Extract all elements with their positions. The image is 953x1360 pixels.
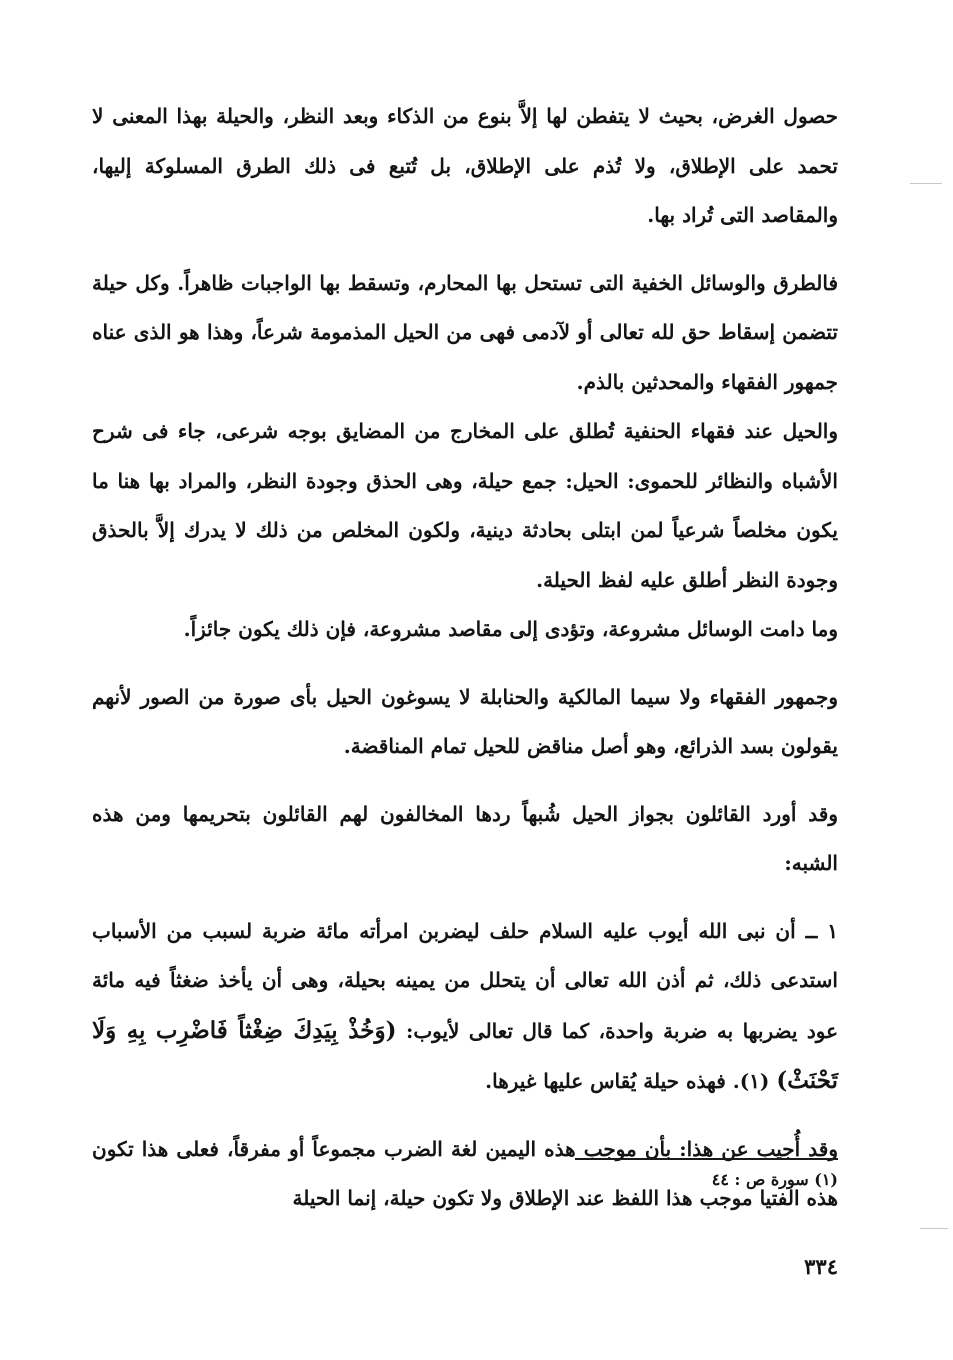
paragraph-objections-intro: وقد أورد القائلون بجواز الحيل شُبهاً ردها المخالفون لهم القائلون بتحريمها ومن هذه الشبه: — [92, 801, 838, 875]
ayyub-text: ١ ــ أن نبى الله أيوب عليه السلام حلف ليضربن امرأته مائة ضربة لسبب من الأسباب استدعى ذلك، ثم أذن الله تعالى أن يتحلل من يمينه بحيلة، وهى أن يأخذ ضغثاً فيه مائة عود يضربها به ضربة واحدة، كما قال تعالى لأيوب: — [92, 918, 839, 1043]
footnote: (١) سورة ص : ٤٤ — [711, 1170, 838, 1189]
scan-edge-mark — [920, 1228, 948, 1229]
paragraph-blameworthy-hiyal: فالطرق والوسائل الخفية التى تستحل بها المحارم، وتسقط بها الواجبات ظاهراً. وكل حيلة تتضمن إسقاط حق لله تعالى أو لآدمى فهى من الحيل المذمومة شرعاً، وهذا هو الذى عناه جمهور الفقهاء والمحدثين بالذم. — [92, 270, 838, 394]
paragraph-majority-view: وجمهور الفقهاء ولا سيما المالكية والحنابلة لا يسوغون الحيل بأى صورة من الصور لأنهم يقولون بسد الذرائع، وهو أصل مناقض للحيل تمام المناقضة. — [92, 684, 838, 758]
quran-verse: (وَخُذْ بِيَدِكَ ضِغْثاً فَاضْرِب بِهِ وَلَا تَحْنَثْ) — [92, 1016, 838, 1094]
paragraph-ayyub-example — [92, 907, 838, 1107]
ayyub-conclusion: . فهذه حيلة يُقاس عليها غيرها. — [485, 1069, 740, 1093]
paragraph-permissibility: وما دامت الوسائل مشروعة، وتؤدى إلى مقاصد مشروعة، فإن ذلك يكون جائزاً. — [183, 617, 838, 641]
page-number: ٣٣٤ — [804, 1254, 838, 1279]
footnote-separator — [575, 1158, 838, 1160]
scan-edge-mark — [910, 183, 942, 184]
footnote-reference: (١) — [739, 1069, 770, 1093]
paragraph-hanafi-view: والحيل عند فقهاء الحنفية تُطلق على المخارج من المضايق بوجه شرعى، جاء فى شرح الأشباه والنظائر للحموى: الحيل: جمع حيلة، وهى الحذق وجودة النظر، والمراد بها هنا ما يكون مخلصاً شرعياً لمن ابتلى بحادثة دينية، ولكون المخلص من ذلك لا يدرك إلاَّ بالحذق وجودة النظر أطلق عليه لفظ الحيلة. — [92, 419, 838, 592]
body-text — [92, 92, 838, 1224]
paragraph-hila-definition: حصول الغرض، بحيث لا يتفطن لها إلاَّ بنوع من الذكاء وبعد النظر، والحيلة بهذا المعنى لا تحمد على الإطلاق، ولا تُذم على الإطلاق، بل تُتبع فى ذلك الطرق المسلوكة إليها، والمقاصد التى تُراد بها. — [92, 104, 839, 227]
paragraph-response: وقد أُجيب عن هذا: بأن موجب هذه اليمين لغة الضرب مجموعاً أو مفرقاً، فعلى هذا تكون هذه الفتيا موجب هذا اللفظ عند الإطلاق ولا تكون حيلة، إنما الحيلة — [92, 1136, 838, 1210]
